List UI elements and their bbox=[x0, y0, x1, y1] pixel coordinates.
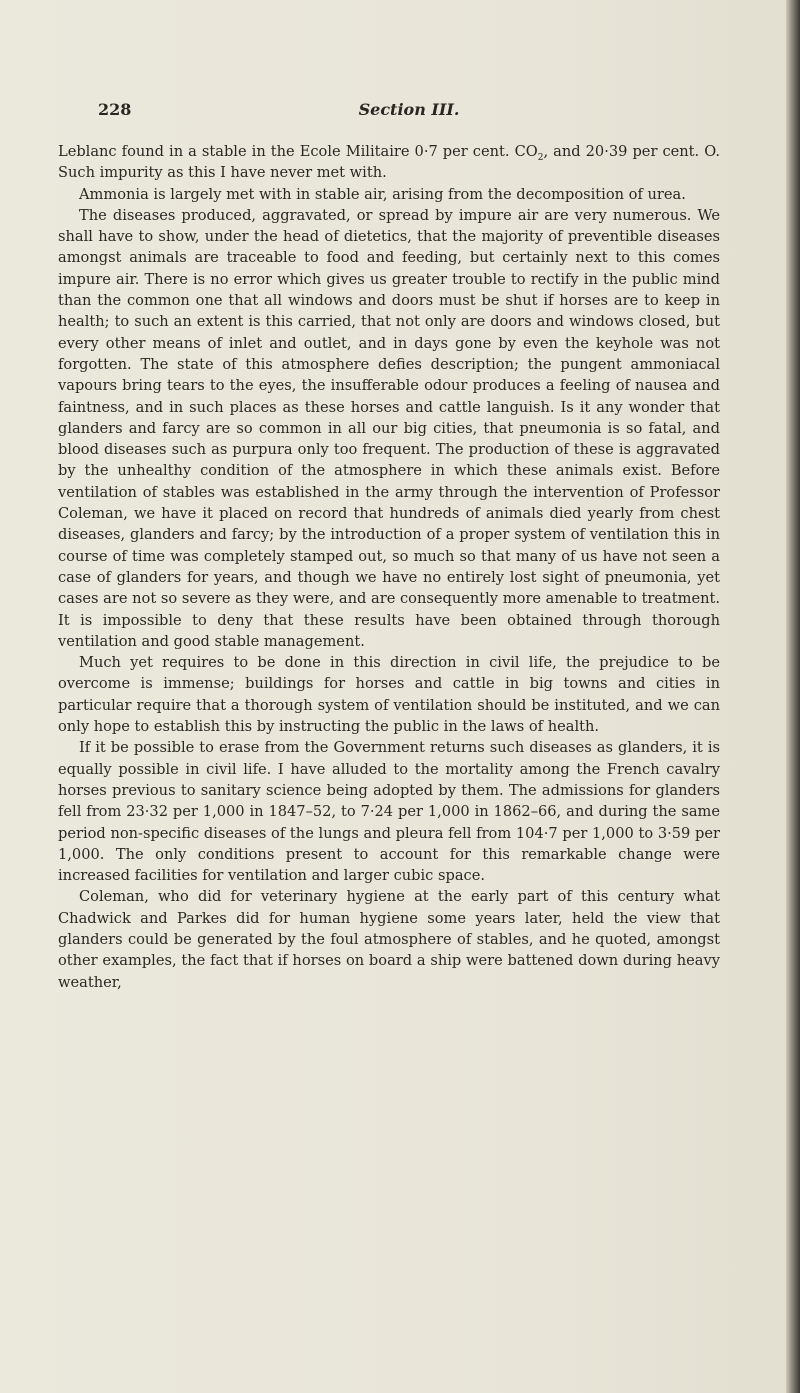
running-header bbox=[98, 100, 716, 124]
paragraph-text: , and 20·39 per cent. O. Such impurity as this I have never met with. bbox=[58, 143, 720, 182]
paragraph: Ammonia is largely met with in stable air, arising from the decomposition of urea. bbox=[79, 185, 686, 203]
subscript: 2 bbox=[537, 152, 544, 163]
paragraph: Much yet requires to be done in this direction in civil life, the prejudice to be overcome is immense; buildings for horses and cattle in big towns and cities in particular require that a thorough system of ventilation should be instituted, and we can only hope to establish this by instructing the public in the laws of health. bbox=[58, 654, 720, 736]
paragraph: Coleman, who did for veterinary hygiene at the early part of this century what Chadwick and Parkes did for human hygiene some years later, held the view that glanders could be generated by the foul atmosphere of stables, and he quoted, amongst other examples, the fact that if horses on board a ship were battened down during heavy weather, bbox=[58, 888, 720, 991]
paragraph: The diseases produced, aggravated, or spread by impure air are very numerous. We shall have to show, under the head of dietetics, that the majority of preventible diseases amongst animals are traceable to food and feeding, but certainly next to this comes impure air. There is no error which gives us greater trouble to rectify in the public mind than the common one that all windows and doors must be shut if horses are to keep in health; to such an extent is this carried, that not only are doors and windows closed, but every other means of inlet and outlet, and in days gone by even the keyhole was not forgotten. The state of this atmosphere defies description; the pungent ammoniacal vapours bring tears to the eyes, the insufferable odour produces a feeling of nausea and faintness, and in such places as these horses and cattle languish. Is it any wonder that glanders and farcy are so common in all our big cities, that pneumonia is so fatal, and blood diseases such as purpura only too frequent. The production of these is aggravated by the unhealthy condition of the atmosphere in which these animals exist. Before ventilation of stables was established in the army through the intervention of Professor Coleman, we have it placed on record that hundreds of animals died yearly from chest diseases, glanders and farcy; by the introduction of a proper system of ventilation this in course of time was completely stamped out, so much so that many of us have not seen a case of glanders for years, and though we have no entirely lost sight of pneumonia, yet cases are not so severe as they were, and are consequently more amenable to treatment. It is impossible to deny that these results have been obtained through thorough ventilation and good stable management. bbox=[58, 206, 720, 650]
paragraph: If it be possible to erase from the Government returns such diseases as glanders, it is equally possible in civil life. I have alluded to the mortality among the French cavalry horses previous to sanitary science being adopted by them. The admissions for glanders fell from 23·32 per 1,000 in 1847–52, to 7·24 per 1,000 in 1862–66, and during the same period non-specific diseases of the lungs and pleura fell from 104·7 per 1,000 to 3·59 per 1,000. The only conditions present to account for this remarkable change were increased facilities for ventilation and larger cubic space. bbox=[58, 739, 720, 885]
body-text bbox=[58, 141, 720, 993]
paragraph bbox=[58, 141, 720, 184]
section-title: Section III. bbox=[358, 100, 460, 119]
paragraph-text: Leblanc found in a stable in the Ecole Militaire 0·7 per cent. CO bbox=[58, 143, 538, 160]
book-gutter-shadow bbox=[786, 0, 800, 1393]
page-number: 228 bbox=[98, 100, 132, 119]
